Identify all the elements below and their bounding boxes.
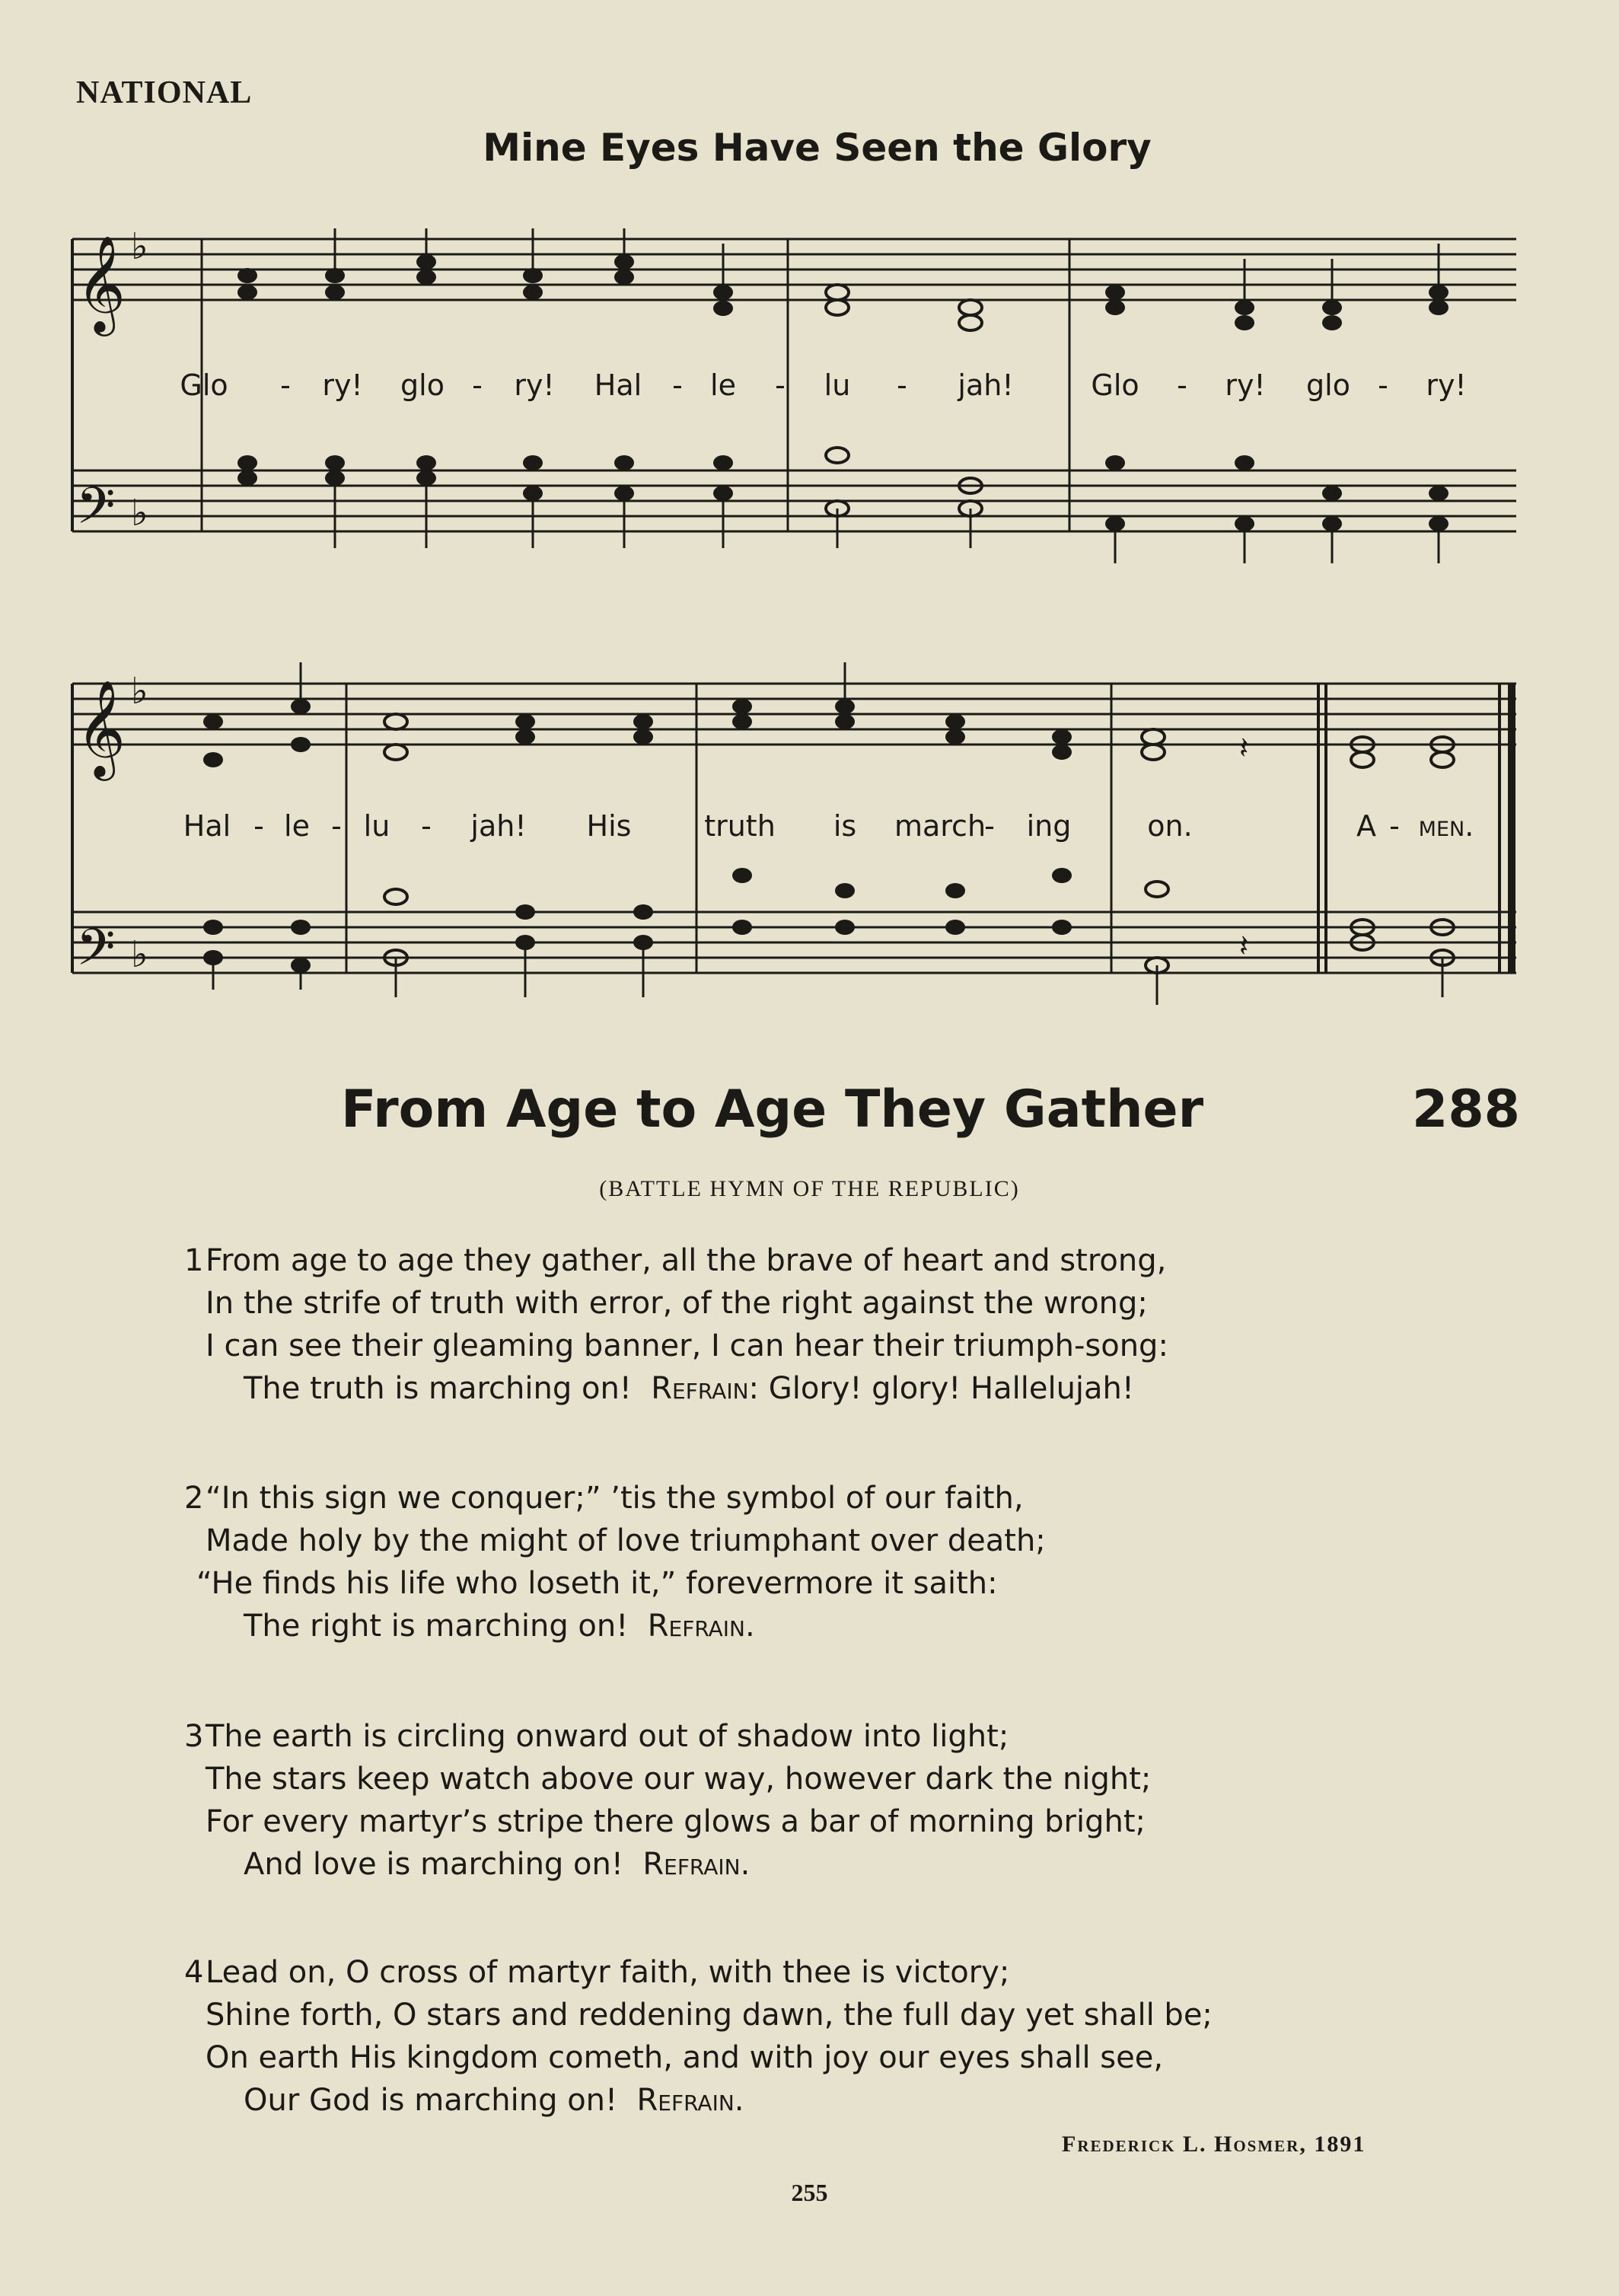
- verse-3: [184, 1715, 1152, 1886]
- svg-text:𝄞: 𝄞: [76, 679, 126, 776]
- author-credit: Frederick L. Hosmer, 1891: [1062, 2132, 1366, 2157]
- verse-line: The stars keep watch above our way, however dark the night;: [206, 1762, 1152, 1797]
- verse-line: In the strife of truth with error, of the right against the wrong;: [206, 1286, 1148, 1321]
- verse-line: The earth is circling onward out of shadow into light;: [206, 1719, 1009, 1754]
- verse-line: “In this sign we conquer;” ’tis the symbol of our faith,: [206, 1481, 1024, 1516]
- verse-line: On earth His kingdom cometh, and with joy our eyes shall see,: [206, 2040, 1164, 2075]
- bass-staff-2: [72, 912, 1516, 973]
- section-label: NATIONAL: [76, 75, 253, 110]
- verse-line: For every martyr’s stripe there glows a bar of morning bright;: [206, 1804, 1146, 1839]
- flat-icon: ♭: [131, 225, 148, 268]
- bass-clef-icon: 𝄢: [76, 477, 116, 547]
- verse-line: Lead on, O cross of martyr faith, with thee is victory;: [206, 1955, 1010, 1990]
- refrain-text: Glory! glory! Hallelujah!: [768, 1371, 1134, 1406]
- refrain-label: Refrain.: [647, 1609, 755, 1644]
- refrain-label: Refrain.: [636, 2083, 744, 2118]
- verse-2: [184, 1477, 1046, 1647]
- lyrics-system-2: Hal - le - lu - jah! His truth is march - ing on. A - men.: [183, 809, 1474, 843]
- verse-line: I can see their gleaming banner, I can hear their triumph-song:: [206, 1328, 1168, 1363]
- verse-number: 1: [184, 1243, 204, 1278]
- hymn-number: 288: [1412, 1079, 1520, 1140]
- page-number: 255: [791, 2179, 828, 2206]
- tune-title: Mine Eyes Have Seen the Glory: [483, 126, 1152, 170]
- treble-staff-1: [72, 239, 1516, 300]
- verse-1: [184, 1239, 1168, 1410]
- rest-icon: 𝄽: [1239, 731, 1249, 766]
- refrain-label: Refrain:: [651, 1371, 760, 1406]
- verse-last-line: The right is marching on! Refrain.: [244, 1609, 755, 1644]
- verse-number: 4: [184, 1955, 204, 1990]
- lyrics-system-1: Glo - ry! glo - ry! Hal - le - lu - jah! Glo - ry! glo - ry!: [180, 368, 1467, 402]
- refrain-label: Refrain.: [642, 1847, 751, 1882]
- svg-text:♭: ♭: [131, 670, 148, 713]
- verse-line: From age to age they gather, all the brave of heart and strong,: [206, 1243, 1167, 1278]
- hymn-title: From Age to Age They Gather: [341, 1079, 1204, 1140]
- svg-text:𝄢: 𝄢: [76, 918, 116, 989]
- verse-line: Shine forth, O stars and reddening dawn, the full day yet shall be;: [206, 1998, 1213, 2033]
- svg-text:♭: ♭: [131, 492, 148, 534]
- verse-last-line: The truth is marching on! Refrain: Glory! glory! Hallelujah!: [244, 1371, 1134, 1406]
- verse-line: “He finds his life who loseth it,” forevermore it saith:: [196, 1566, 998, 1601]
- verse-last-line: And love is marching on! Refrain.: [244, 1847, 751, 1882]
- bass-staff-1: [72, 470, 1516, 531]
- verse-number: 2: [184, 1481, 204, 1516]
- svg-text:𝄽: 𝄽: [1239, 929, 1249, 964]
- verse-4: [184, 1951, 1213, 2122]
- treble-staff-2: [72, 684, 1516, 745]
- svg-text:♭: ♭: [131, 933, 148, 976]
- tune-name: (BATTLE HYMN OF THE REPUBLIC): [599, 1176, 1020, 1201]
- verse-line: Made holy by the might of love triumphant over death;: [206, 1523, 1046, 1558]
- verse-number: 3: [184, 1719, 204, 1754]
- music-score: [0, 0, 1619, 1051]
- treble-clef-icon: 𝄞: [76, 234, 126, 332]
- verse-last-line: Our God is marching on! Refrain.: [244, 2083, 744, 2118]
